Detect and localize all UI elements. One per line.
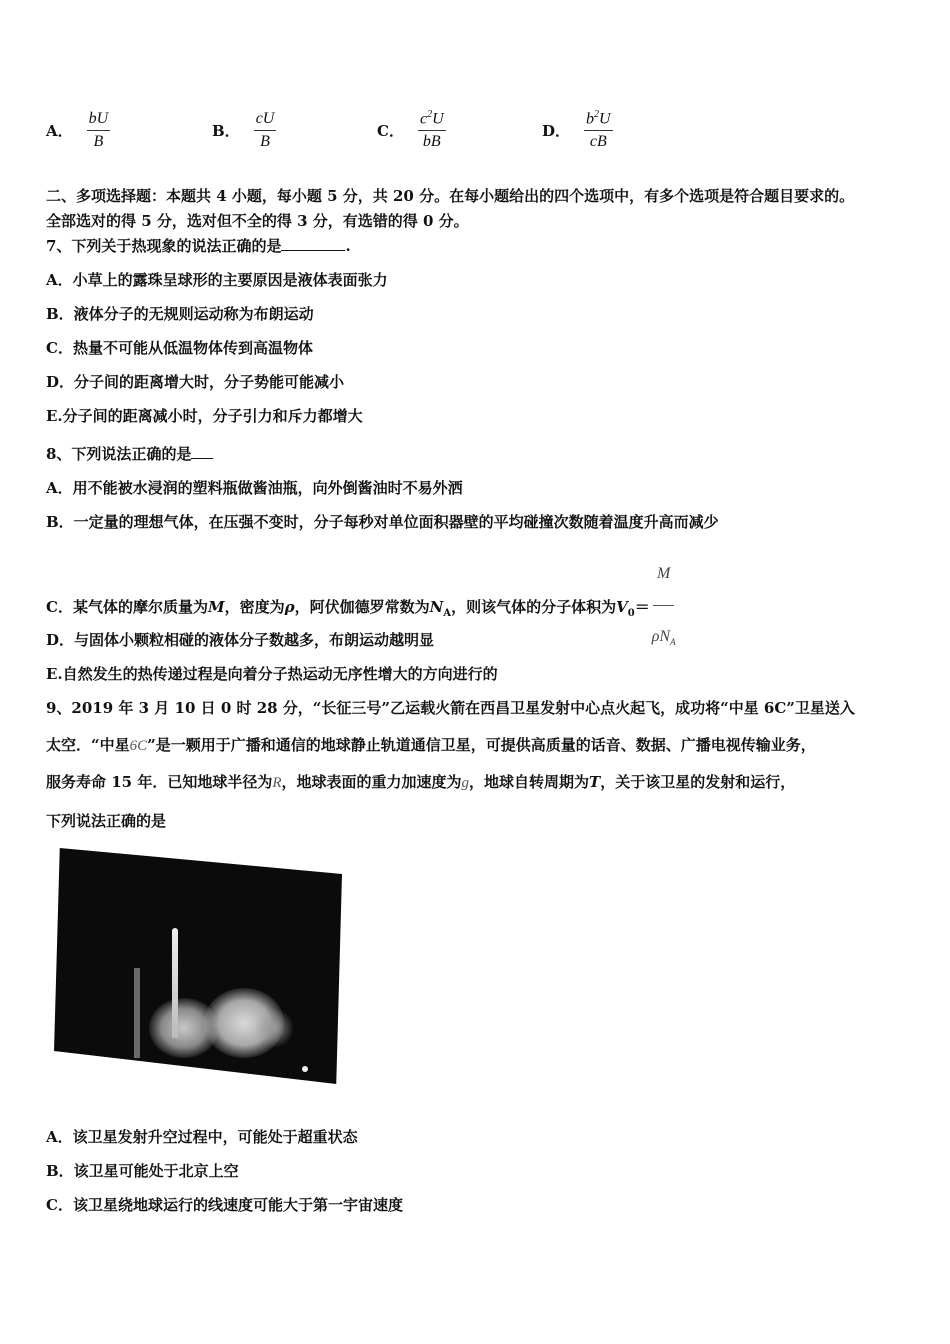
- q6-option-d: [542, 100, 613, 160]
- q8-stem-text: 8、下列说法正确的是: [46, 445, 192, 463]
- q7-stem: [46, 236, 351, 256]
- q8-option-c-density: ρ: [284, 598, 295, 617]
- q7-option-d: D．分子间的距离增大时，分子势能可能减小: [46, 373, 345, 391]
- q8-option-c-fraction-numerator: M: [653, 546, 674, 606]
- q8-option-c-molar-mass: M: [207, 598, 225, 617]
- q6-option-d-num-base: b: [586, 110, 595, 128]
- q6-option-c-num-base: c: [419, 110, 428, 128]
- q9-line3-text2: ，地球表面的重力加速度为: [281, 773, 462, 791]
- q9-option-b: B．该卫星可能处于北京上空: [46, 1162, 239, 1180]
- section2-instruction-line2: 全部选对的得 5 分，选对但不全的得 3 分，有选错的得 0 分。: [46, 212, 469, 230]
- launch-tower: [134, 968, 140, 1058]
- q6-option-c-num-sup: 2: [427, 108, 433, 120]
- q9-line2-text1: 太空．“中星: [46, 736, 130, 754]
- q7-option-a: A．小草上的露珠呈球形的主要原因是液体表面张力: [46, 271, 388, 289]
- q8-option-c-avogadro-sub: A: [443, 608, 452, 620]
- rocket-launch-photo: [54, 848, 342, 1084]
- light-dot: [302, 1066, 308, 1072]
- q9-gravity-symbol: g: [461, 775, 470, 791]
- q6-option-c-numerator: [418, 109, 446, 131]
- q7-option-c: C．热量不可能从低温物体传到高温物体: [46, 339, 313, 357]
- q7-stem-text: 7、下列关于热现象的说法正确的是: [46, 237, 282, 255]
- q6-option-d-label: D．: [542, 121, 571, 140]
- q6-option-b: [212, 100, 276, 160]
- q9-option-a: A．该卫星发射升空过程中，可能处于超重状态: [46, 1128, 358, 1146]
- q9-earth-radius-symbol: R: [272, 775, 282, 791]
- rocket-body: [172, 928, 178, 1038]
- q8-option-c-avogadro: N: [429, 598, 444, 617]
- q8-option-c-volume: V: [616, 598, 628, 617]
- q6-option-a-denominator: B: [93, 132, 104, 150]
- q8-option-b: B．一定量的理想气体，在压强不变时，分子每秒对单位面积器壁的平均碰撞次数随着温度升高而减少: [46, 513, 719, 531]
- q9-stem-line4: 下列说法正确的是: [46, 812, 167, 830]
- q8-option-c-text4: ，则该气体的分子体积为: [451, 598, 617, 617]
- q6-option-c-num-rest: U: [432, 110, 444, 128]
- q6-option-d-numerator: [584, 109, 613, 131]
- q8-option-e: E.自然发生的热传递过程是向着分子热运动无序性增大的方向进行的: [46, 665, 498, 683]
- q8-stem: [46, 444, 213, 464]
- q8-option-c-fraction-denominator: [652, 606, 676, 670]
- q9-line3-text1: 服务寿命 15 年．已知地球半径为: [46, 773, 273, 791]
- q6-option-d-num-sup: 2: [594, 108, 600, 120]
- q6-option-b-fraction: [254, 110, 277, 151]
- q6-options: [0, 100, 950, 160]
- q9-stem-line3: [46, 772, 795, 793]
- q9-line3-text3: ，地球自转周期为: [469, 773, 590, 791]
- smoke-plume-right: [254, 1008, 294, 1048]
- q8-option-c-text2: ，密度为: [224, 598, 285, 617]
- q6-option-c-denominator: bB: [422, 133, 441, 151]
- q8-option-c-text1: C．某气体的摩尔质量为: [46, 598, 208, 617]
- q8-answer-blank: [191, 444, 213, 459]
- section2-instruction-line1: 二、多项选择题：本题共 4 小题，每小题 5 分，共 20 分。在每小题给出的四个选项中，有多个选项是符合题目要求的。: [46, 187, 855, 205]
- q8-option-c-fraction-den-sub: A: [670, 637, 676, 648]
- q9-satellite-symbol: 6C: [129, 738, 148, 754]
- q7-answer-blank: [281, 236, 345, 251]
- q6-option-d-num-rest: U: [599, 110, 611, 128]
- q9-stem-line2: [46, 735, 816, 756]
- q6-option-b-label: B．: [212, 121, 240, 140]
- q6-option-c: [377, 100, 446, 160]
- q9-line3-text4: ，关于该卫星的发射和运行，: [600, 773, 796, 791]
- q8-option-c-fraction-den-text: ρN: [651, 628, 671, 645]
- q8-option-c-volume-sub: 0: [627, 608, 635, 620]
- q6-option-b-denominator: B: [260, 132, 270, 150]
- q6-option-d-denominator: cB: [589, 133, 607, 151]
- q7-option-e: E.分子间的距离减小时，分子引力和斥力都增大: [46, 407, 363, 425]
- q6-option-a: [46, 100, 110, 160]
- q9-period-symbol: T: [589, 773, 601, 791]
- q8-option-c-fraction: [652, 546, 676, 670]
- q6-option-a-label: A．: [46, 121, 73, 140]
- q8-option-c-equals: ＝: [634, 598, 650, 617]
- q8-option-c-text3: ，阿伏伽德罗常数为: [294, 598, 430, 617]
- q6-option-b-numerator: cU: [254, 110, 277, 131]
- q6-option-a-fraction: [87, 110, 111, 151]
- q6-option-a-numerator: bU: [87, 110, 111, 131]
- q6-option-d-fraction: [584, 109, 613, 151]
- q8-option-a: A．用不能被水浸润的塑料瓶做酱油瓶，向外倒酱油时不易外洒: [46, 479, 463, 497]
- q9-option-c: C．该卫星绕地球运行的线速度可能大于第一宇宙速度: [46, 1196, 403, 1214]
- q9-line2-text2: ”是一颗用于广播和通信的地球静止轨道通信卫星，可提供高质量的话音、数据、广播电视传输业务，: [147, 736, 816, 754]
- q6-option-c-fraction: [418, 109, 446, 151]
- q7-option-b: B．液体分子的无规则运动称为布朗运动: [46, 305, 314, 323]
- q9-stem-line1: 9、2019 年 3 月 10 日 0 时 28 分，“长征三号”乙运载火箭在西昌卫星发射中心点火起飞，成功将“中星 6C”卫星送入: [46, 699, 855, 717]
- q7-stem-end: .: [345, 237, 351, 255]
- q6-option-c-label: C．: [377, 121, 404, 140]
- q8-option-d: D．与固体小颗粒相碰的液体分子数越多，布朗运动越明显: [46, 631, 435, 649]
